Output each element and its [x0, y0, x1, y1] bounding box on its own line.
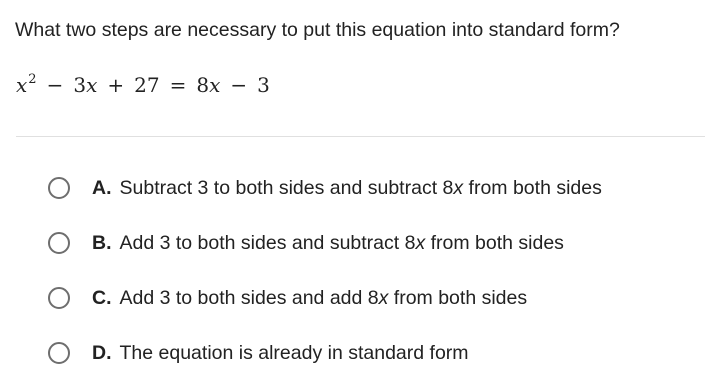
equation-operator: −: [230, 73, 248, 97]
equation-equals: =: [169, 73, 187, 97]
equation-operator: +: [107, 73, 125, 97]
option-letter: B.: [92, 232, 112, 254]
option-var: x: [453, 177, 464, 199]
option-var: x: [378, 287, 389, 309]
radio-button-icon[interactable]: [48, 287, 70, 309]
divider: [16, 136, 705, 137]
option-b[interactable]: [48, 226, 564, 260]
option-letter: A.: [92, 177, 112, 199]
equation-var: x: [209, 73, 221, 97]
option-var: x: [415, 232, 426, 254]
equation-operator: −: [46, 73, 64, 97]
equation-coefficient: 3: [73, 73, 87, 97]
option-text-end: from both sides: [425, 232, 564, 254]
option-d-label: [92, 340, 469, 366]
option-letter: D.: [92, 342, 112, 364]
option-letter: C.: [92, 287, 112, 309]
equation-var: x: [16, 73, 28, 97]
equation-exponent: 2: [28, 72, 37, 87]
radio-button-icon[interactable]: [48, 342, 70, 364]
option-a[interactable]: [48, 171, 602, 205]
option-text: The equation is already in standard form: [119, 342, 469, 364]
equation-constant: 27: [134, 73, 160, 97]
option-text: Add 3 to both sides and subtract 8: [119, 232, 416, 254]
radio-button-icon[interactable]: [48, 177, 70, 199]
equation-coefficient: 8: [196, 73, 210, 97]
option-d[interactable]: [48, 336, 469, 370]
equation-constant: 3: [257, 73, 270, 97]
equation: [16, 70, 270, 100]
option-text: Subtract 3 to both sides and subtract 8: [119, 177, 454, 199]
option-c[interactable]: [48, 281, 527, 315]
equation-var: x: [86, 73, 98, 97]
option-b-label: [92, 230, 564, 256]
radio-button-icon[interactable]: [48, 232, 70, 254]
option-text-end: from both sides: [388, 287, 528, 309]
option-c-label: [92, 285, 527, 311]
option-a-label: [92, 175, 602, 201]
option-text: Add 3 to both sides and add 8: [119, 287, 379, 309]
question-text: What two steps are necessary to put this equation into standard form?: [15, 19, 620, 41]
option-text-end: from both sides: [463, 177, 602, 199]
